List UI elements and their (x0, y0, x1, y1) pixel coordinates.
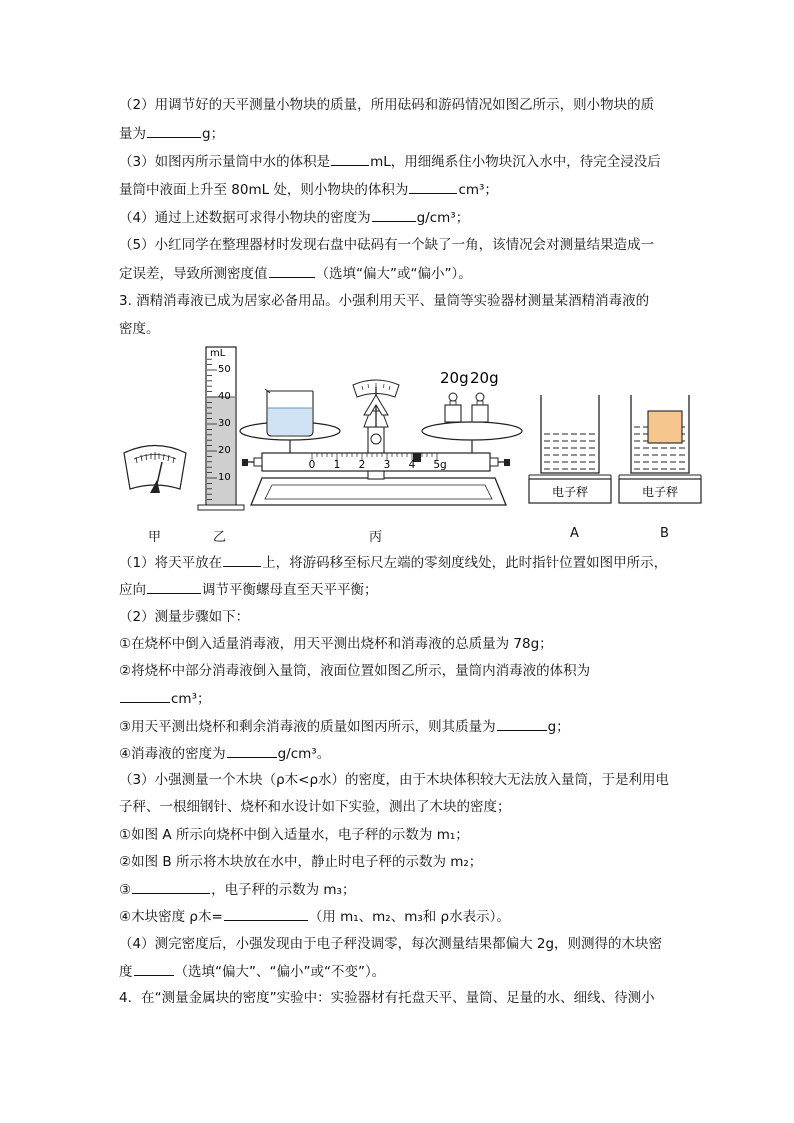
scale-setup-b (619, 395, 701, 503)
ruler-label: 1 (333, 459, 341, 471)
text-line: （4）测完密度后，小强发现由于电子秤没调零，每次测量结果都偏大 2g，则测得的木块密 (119, 936, 663, 952)
answer-blank[interactable] (331, 152, 369, 166)
answer-blank[interactable] (227, 744, 277, 758)
text-line: 量为 g； (119, 126, 225, 142)
ruler-label: 0 (308, 459, 316, 471)
text-line: ①在烧杯中倒入适量消毒液，用天平测出烧杯和消毒液的总质量为 78g； (119, 636, 553, 652)
caption-bing: 丙 (369, 530, 383, 545)
ruler-label: 5g (433, 459, 447, 471)
text-line: 度 （选填“偏大”、“偏小”或“不变”）。 (119, 964, 386, 980)
beaker (265, 389, 313, 436)
text-line: ③用天平测出烧杯和剩余消毒液的质量如图丙所示，则其质量为 g； (119, 719, 570, 735)
text-line: （3）小强测量一个木块（ρ木<ρ水）的密度，由于木块体积较大无法放入量筒，于是利用电 (119, 772, 670, 788)
ruler-label: 2 (358, 459, 366, 471)
question-4-text: 4．在“测量金属块的密度”实验中：实验器材有托盘天平、量筒、足量的水、细线、待测小 (119, 990, 655, 1006)
text-line: ③ ，电子秤的示数为 m₃； (119, 882, 356, 898)
text-line: （3）如图丙所示量筒中水的体积是 mL，用细绳系住小物块沉入水中，待完全浸没后 (119, 154, 661, 170)
text-line: （4）通过上述数据可求得小物块的密度为 g/cm³； (119, 210, 470, 226)
text-line: （1）将天平放在 上，将游码移至标尺左端的零刻度线处，此时指针位置如图甲所示， (119, 555, 668, 571)
caption-jia: 甲 (148, 530, 162, 545)
answer-blank[interactable] (132, 880, 210, 894)
answer-blank[interactable] (372, 208, 416, 222)
scale-label: 电子秤 (641, 485, 679, 499)
cylinder-tick-label: 20 (218, 445, 231, 456)
text-line: ②将烧杯中部分消毒液倒入量筒，液面位置如图乙所示，量筒内消毒液的体积为 (119, 663, 591, 679)
answer-blank[interactable] (409, 180, 457, 194)
answer-blank[interactable] (223, 553, 261, 567)
text-line: 子秤、一根细钢针、烧杯和水设计如下实验，测出了木块的密度； (119, 799, 511, 815)
text-line: （2）用调节好的天平测量小物块的质量，所用砝码和游码情况如图乙所示，则小物块的质 (119, 97, 655, 113)
balance (240, 369, 522, 505)
ruler-label: 3 (383, 459, 391, 471)
cylinder-tick-label: 10 (218, 472, 231, 483)
text-line: 应向 调节平衡螺母直至天平平衡； (119, 582, 378, 598)
pointer-dial (124, 446, 186, 494)
answer-blank[interactable] (147, 580, 201, 594)
answer-blank[interactable] (497, 717, 547, 731)
weight-label: 20g (440, 369, 469, 387)
text-line: （5）小红同学在整理器材时发现右盘中砝码有一个缺了一角，该情况会对测量结果造成一 (119, 237, 655, 253)
weight-label: 20g (470, 369, 499, 387)
text-line: 密度。 (119, 321, 160, 337)
cylinder-tick-label: 50 (218, 364, 231, 375)
answer-blank[interactable] (120, 689, 170, 703)
cylinder-tick-label: 30 (218, 418, 231, 429)
caption-a: A (570, 526, 579, 541)
caption-yi: 乙 (213, 530, 227, 545)
question-3-text: 3. 酒精消毒液已成为居家必备用品。小强利用天平、量筒等实验器材测量某酒精消毒液的 (119, 293, 650, 309)
weight (445, 393, 461, 422)
text-line: 量筒中液面上升至 80mL 处，则小物块的体积为 cm³； (119, 182, 498, 198)
text-line: ②如图 B 所示将木块放在水中，静止时电子秤的示数为 m₂； (119, 854, 483, 870)
caption-b: B (660, 526, 669, 541)
ruler-label: 4 (408, 459, 416, 471)
text-line: cm³； (119, 689, 211, 708)
answer-blank[interactable] (147, 124, 201, 138)
cylinder-unit-label: mL (210, 348, 226, 359)
text-line: ④消毒液的密度为 g/cm³。 (119, 746, 331, 762)
text-line: ①如图 A 所示向烧杯中倒入适量水，电子秤的示数为 m₁； (119, 827, 469, 843)
answer-blank[interactable] (134, 962, 174, 976)
text-line: ④木块密度 ρ木= （用 m₁、m₂、m₃和 ρ水表示）。 (119, 909, 510, 925)
wood-block (648, 411, 682, 443)
scale-label: 电子秤 (551, 485, 589, 499)
cylinder-tick-label: 40 (218, 391, 231, 402)
weight (472, 393, 488, 422)
answer-blank[interactable] (269, 264, 315, 278)
text-line: （2）测量步骤如下： (119, 609, 250, 625)
graduated-cylinder (198, 347, 244, 510)
text-line: 定误差，导致所测密度值 （选填“偏大”或“偏小”）。 (119, 266, 472, 282)
experiment-figure (110, 335, 710, 520)
answer-blank[interactable] (224, 907, 308, 921)
scale-setup-a (529, 395, 611, 503)
